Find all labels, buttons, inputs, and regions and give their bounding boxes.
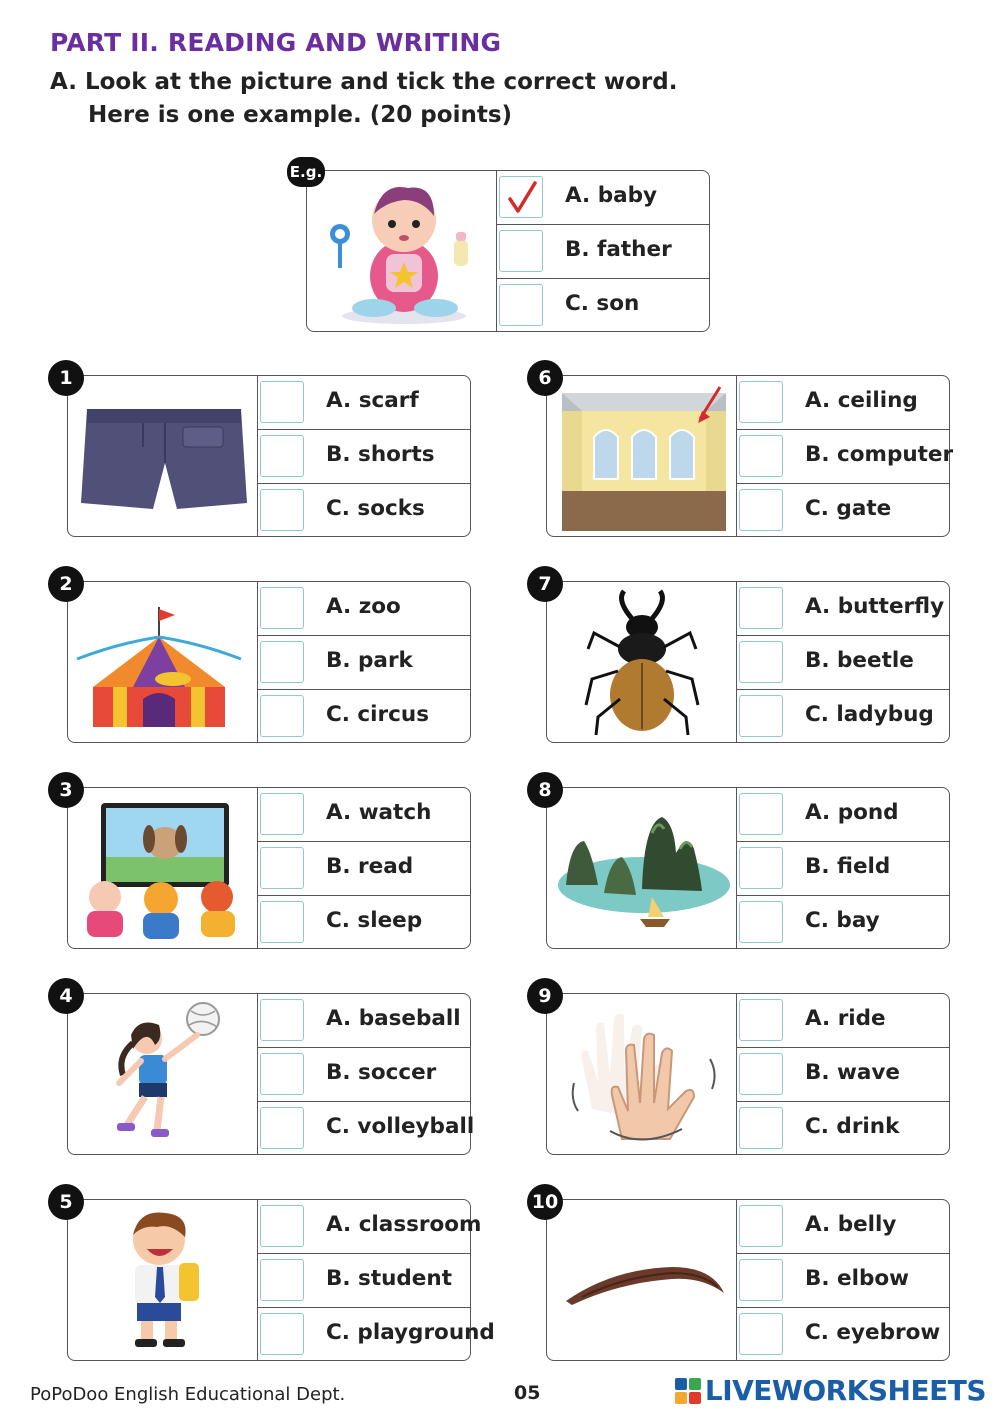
checkbox-b[interactable] bbox=[739, 1259, 783, 1301]
option-a bbox=[258, 994, 470, 1048]
option-a bbox=[258, 376, 470, 430]
example-card bbox=[289, 163, 710, 332]
question-number-badge: 7 bbox=[527, 566, 563, 602]
option-c-label: C. sleep bbox=[326, 908, 423, 933]
question-picture bbox=[547, 994, 737, 1154]
option-b bbox=[258, 1254, 470, 1308]
option-a-label: A. classroom bbox=[326, 1212, 482, 1237]
question-card-10 bbox=[531, 1191, 950, 1361]
checkbox-b[interactable] bbox=[739, 641, 783, 683]
liveworksheets-icon bbox=[675, 1378, 701, 1404]
option-b-label: B. read bbox=[326, 854, 414, 879]
question-card-2 bbox=[59, 573, 471, 743]
option-c bbox=[258, 896, 470, 950]
example-option-a bbox=[497, 171, 709, 225]
question-card-8 bbox=[538, 779, 950, 949]
checkbox-b[interactable] bbox=[739, 1053, 783, 1095]
checkbox-b[interactable] bbox=[260, 435, 304, 477]
option-b bbox=[258, 842, 470, 896]
checkbox-b[interactable] bbox=[739, 847, 783, 889]
checkmark-icon bbox=[506, 179, 538, 215]
waving-hand-image bbox=[552, 999, 732, 1149]
option-a-label: A. watch bbox=[326, 800, 432, 825]
checkbox-a[interactable] bbox=[260, 1205, 304, 1247]
checkbox-a[interactable] bbox=[260, 587, 304, 629]
option-a bbox=[737, 1200, 949, 1254]
option-c bbox=[737, 484, 949, 538]
option-c-label: C. playground bbox=[326, 1320, 495, 1345]
checkbox-a[interactable] bbox=[739, 999, 783, 1041]
question-card-4 bbox=[59, 985, 475, 1155]
checkbox-a[interactable] bbox=[260, 381, 304, 423]
question-number-badge: 3 bbox=[48, 772, 84, 808]
option-b-label: B. student bbox=[326, 1266, 452, 1291]
question-picture bbox=[547, 1200, 737, 1360]
checkbox-c[interactable] bbox=[260, 901, 304, 943]
option-c-label: C. gate bbox=[805, 496, 892, 521]
room-ceiling-image bbox=[552, 381, 732, 531]
checkbox-a[interactable] bbox=[739, 587, 783, 629]
question-picture bbox=[68, 582, 258, 742]
option-b bbox=[737, 842, 949, 896]
option-b-label: B. elbow bbox=[805, 1266, 910, 1291]
option-a-label: A. ceiling bbox=[805, 388, 918, 413]
option-b-label: B. wave bbox=[805, 1060, 901, 1085]
checkbox-a[interactable] bbox=[260, 793, 304, 835]
instruction-line-1: A. Look at the picture and tick the correct word. bbox=[50, 69, 678, 95]
baby-image bbox=[312, 176, 492, 326]
question-picture bbox=[68, 788, 258, 948]
option-b bbox=[737, 636, 949, 690]
example-picture bbox=[307, 171, 497, 331]
brand-name: LIVEWORKSHEETS bbox=[704, 1374, 986, 1407]
option-a-label: A. baseball bbox=[326, 1006, 461, 1031]
option-c bbox=[258, 1102, 475, 1156]
option-b bbox=[737, 1048, 949, 1102]
question-number-badge: 5 bbox=[48, 1184, 84, 1220]
question-picture bbox=[68, 376, 258, 536]
option-c bbox=[258, 484, 470, 538]
option-c-label: C. bay bbox=[805, 908, 880, 933]
checkbox-c[interactable] bbox=[739, 489, 783, 531]
option-c-label: C. drink bbox=[805, 1114, 900, 1139]
option-c-label: C. eyebrow bbox=[805, 1320, 941, 1345]
question-card-9 bbox=[538, 985, 950, 1155]
question-number-badge: 8 bbox=[527, 772, 563, 808]
option-a-label: A. pond bbox=[805, 800, 899, 825]
instructions bbox=[50, 66, 677, 132]
question-picture bbox=[68, 994, 258, 1154]
option-c bbox=[737, 690, 949, 744]
example-option-b bbox=[497, 225, 709, 279]
option-b-label: B. computer bbox=[805, 442, 954, 467]
question-number-badge: 10 bbox=[527, 1184, 563, 1220]
option-b bbox=[258, 1048, 470, 1102]
question-number-badge: 2 bbox=[48, 566, 84, 602]
option-b bbox=[737, 430, 954, 484]
question-card-3 bbox=[59, 779, 471, 949]
option-b-label: B. shorts bbox=[326, 442, 435, 467]
question-picture bbox=[68, 1200, 258, 1360]
children-watching-tv-image bbox=[73, 793, 253, 943]
question-number-badge: 6 bbox=[527, 360, 563, 396]
option-c-label: C. socks bbox=[326, 496, 425, 521]
checkbox-c[interactable] bbox=[260, 1107, 304, 1149]
question-number-badge: 9 bbox=[527, 978, 563, 1014]
checkbox-b[interactable] bbox=[260, 847, 304, 889]
question-card-6 bbox=[538, 367, 954, 537]
circus-tent-image bbox=[73, 587, 253, 737]
checkbox-b[interactable] bbox=[260, 1053, 304, 1095]
example-checkbox-b[interactable] bbox=[499, 230, 543, 272]
shorts-image bbox=[73, 381, 253, 531]
checkbox-b[interactable] bbox=[739, 435, 783, 477]
checkbox-c[interactable] bbox=[260, 489, 304, 531]
option-a-label: A. butterfly bbox=[805, 594, 945, 619]
checkbox-c[interactable] bbox=[739, 901, 783, 943]
question-number-badge: 4 bbox=[48, 978, 84, 1014]
option-b-label: B. field bbox=[805, 854, 891, 879]
eyebrow-image bbox=[552, 1205, 732, 1355]
option-b bbox=[737, 1254, 949, 1308]
option-a bbox=[737, 788, 949, 842]
question-card-1 bbox=[59, 367, 471, 537]
option-a-label: A. ride bbox=[805, 1006, 886, 1031]
option-a bbox=[258, 788, 470, 842]
checkbox-a[interactable] bbox=[739, 381, 783, 423]
option-c-label: C. ladybug bbox=[805, 702, 934, 727]
option-c-label: C. circus bbox=[326, 702, 429, 727]
option-c bbox=[737, 896, 949, 950]
option-c bbox=[258, 1308, 495, 1362]
girl-volleyball-image bbox=[73, 999, 253, 1149]
liveworksheets-logo[interactable] bbox=[675, 1374, 986, 1407]
bay-islands-image bbox=[552, 793, 732, 943]
option-a-label: A. zoo bbox=[326, 594, 401, 619]
part-title: PART II. READING AND WRITING bbox=[50, 28, 502, 57]
question-picture bbox=[547, 788, 737, 948]
option-a bbox=[737, 376, 949, 430]
option-a bbox=[258, 582, 470, 636]
question-card-7 bbox=[538, 573, 950, 743]
checkbox-c[interactable] bbox=[260, 695, 304, 737]
schoolboy-image bbox=[73, 1205, 253, 1355]
example-checkbox-a[interactable] bbox=[499, 176, 543, 218]
example-option-b-label: B. father bbox=[565, 237, 672, 262]
example-option-a-label: A. baby bbox=[565, 183, 657, 208]
option-a-label: A. scarf bbox=[326, 388, 419, 413]
example-checkbox-c[interactable] bbox=[499, 284, 543, 326]
option-a bbox=[737, 994, 949, 1048]
option-c bbox=[258, 690, 470, 744]
checkbox-c[interactable] bbox=[260, 1313, 304, 1355]
option-b-label: B. beetle bbox=[805, 648, 914, 673]
example-option-c bbox=[497, 279, 709, 333]
question-picture bbox=[547, 582, 737, 742]
question-card-5 bbox=[59, 1191, 495, 1361]
option-b bbox=[258, 636, 470, 690]
beetle-image bbox=[552, 587, 732, 737]
instruction-line-2: Here is one example. (20 points) bbox=[88, 102, 513, 128]
example-option-c-label: C. son bbox=[565, 291, 640, 316]
checkbox-a[interactable] bbox=[260, 999, 304, 1041]
option-a-label: A. belly bbox=[805, 1212, 897, 1237]
checkbox-b[interactable] bbox=[260, 641, 304, 683]
option-b bbox=[258, 430, 470, 484]
option-b-label: B. park bbox=[326, 648, 413, 673]
question-number-badge: 1 bbox=[48, 360, 84, 396]
checkbox-c[interactable] bbox=[739, 695, 783, 737]
checkbox-a[interactable] bbox=[739, 1205, 783, 1247]
publisher-name: PoPoDoo English Educational Dept. bbox=[30, 1384, 346, 1405]
option-c bbox=[737, 1102, 949, 1156]
option-c-label: C. volleyball bbox=[326, 1114, 475, 1139]
checkbox-c[interactable] bbox=[739, 1107, 783, 1149]
option-b-label: B. soccer bbox=[326, 1060, 437, 1085]
checkbox-b[interactable] bbox=[260, 1259, 304, 1301]
option-a bbox=[258, 1200, 482, 1254]
checkbox-c[interactable] bbox=[739, 1313, 783, 1355]
page-number: 05 bbox=[514, 1382, 541, 1404]
example-badge: E.g. bbox=[287, 157, 325, 187]
checkbox-a[interactable] bbox=[739, 793, 783, 835]
question-picture bbox=[547, 376, 737, 536]
option-c bbox=[737, 1308, 949, 1362]
option-a bbox=[737, 582, 949, 636]
